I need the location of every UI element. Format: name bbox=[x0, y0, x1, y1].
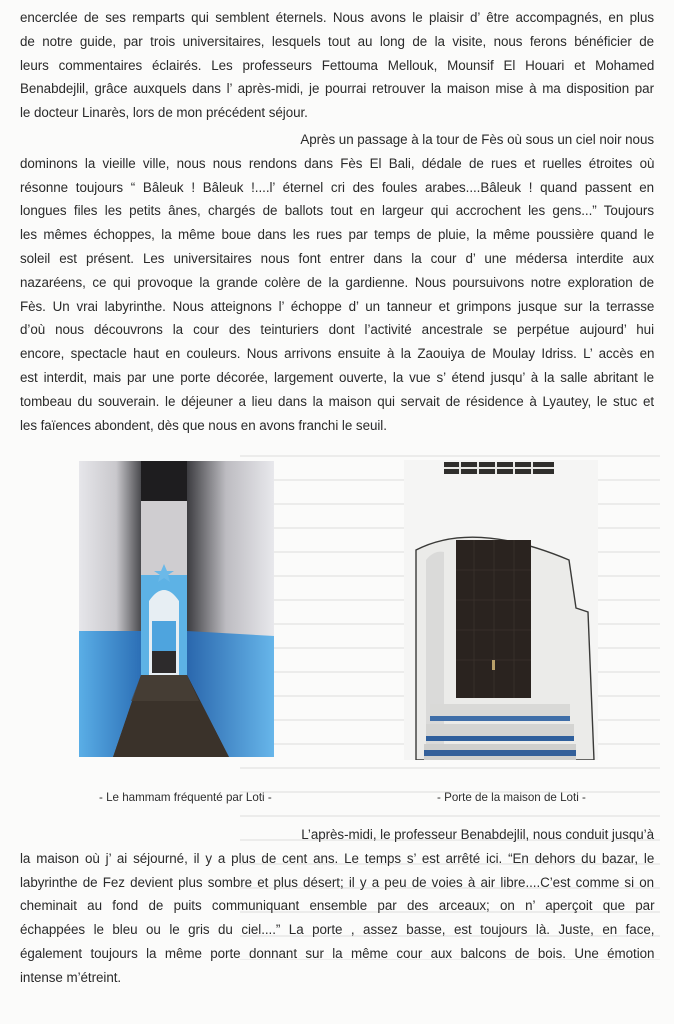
text-line: d’où nous découvrons la cour des teinturiers dont l’activité ancestrale se perpétue aujourd’ hui bbox=[20, 322, 654, 338]
text-line: longues files les petits ânes, chargés de ballots tout en largeur qui accrochent les gens...” Toujours bbox=[20, 203, 654, 219]
text-line: soleil est présent. Les universitaires nous font entrer dans la cour d’ une médersa interdite aux bbox=[20, 250, 654, 266]
paragraph-1 bbox=[20, 6, 654, 125]
text-line: Fès. Un vrai labyrinthe. Nous atteignons l’ échoppe d’ un tanneur et grimpons jusque sur la terrasse bbox=[20, 298, 655, 314]
paragraph-2 bbox=[20, 128, 654, 437]
text-line: est interdit, mais par une porte décorée, largement ouverte, la vue s’ étend jusqu’ à la salle abritant le bbox=[20, 369, 654, 385]
text-line: cheminait au fond de puits communiquant ensemble par des arceaux; on n’ aperçoit que par bbox=[20, 898, 655, 914]
text-line: encerclée de ses remparts qui semblent éternels. Nous avons le plaisir d’ être accompagnés, en plus bbox=[20, 10, 654, 25]
figure-caption: - Le hammam fréquenté par Loti - bbox=[99, 791, 272, 804]
text-line: également toujours la même porte donnant sur la même cour aux balcons de bois. Une émotion bbox=[20, 945, 655, 961]
text-line: dominons la vieille ville, nous nous rendons dans Fès El Bali, dédale de rues et ruelles étroites où bbox=[20, 155, 655, 171]
text-line: les mêmes échoppes, la même boue dans les rues par temps de pluie, la même poussière quand le bbox=[20, 227, 655, 243]
text-line: résonne toujours “ Bâleuk ! Bâleuk !....l’ éternel cri des foules arabes....Bâleuk ! quand passent en bbox=[20, 179, 654, 195]
text-line: intense m’étreint. bbox=[20, 969, 122, 985]
text-line: L’après-midi, le professeur Benabdejlil, nous conduit jusqu’à bbox=[301, 827, 654, 842]
text-line: de notre guide, par trois universitaires, lesquels tout au long de la visite, nous ferons bénéficier de bbox=[20, 33, 654, 49]
text-line: nazaréens, ce qui provoque la grande colère de la gardienne. Nous poursuivons notre exploration de bbox=[20, 274, 654, 290]
paragraph-3 bbox=[20, 823, 654, 990]
hammam-photo bbox=[79, 461, 274, 757]
text-line: échappées le bleu ou le gris du ciel....” La porte , assez basse, est toujours là. Juste, en face, bbox=[20, 922, 655, 938]
text-line: le docteur Linarès, lors de mon précédent séjour. bbox=[20, 105, 308, 121]
text-line: Après un passage à la tour de Fès où sous un ciel noir nous bbox=[300, 132, 654, 147]
text-line: les faïences abondent, dès que nous en avons franchi le seuil. bbox=[20, 417, 387, 433]
text-line: Benabdejlil, grâce auxquels dans l’ après-midi, je pourrai retrouver la maison mise à ma disposition par bbox=[20, 81, 654, 97]
text-line: tombeau du souverain. le déjeuner a lieu dans la maison qui servait de résidence à Lyautey, le stuc et bbox=[20, 393, 655, 409]
text-line: encore, spectacle haut en couleurs. Nous arrivons ensuite à la Zaouiya de Moulay Idriss. L’ accès en bbox=[20, 346, 655, 362]
text-line: labyrinthe de Fez devient plus sombre et plus désert; il y a peu de voies à air libre....C’est comme si on bbox=[20, 874, 654, 890]
door-photo bbox=[404, 460, 598, 760]
text-line: la maison où j’ ai séjourné, il y a plus de cent ans. Le temps s’ est arrêté ici. “En dehors du bazar, le bbox=[20, 850, 655, 866]
figure-caption: - Porte de la maison de Loti - bbox=[437, 791, 586, 804]
text-line: leurs commentaires éclairés. Les professeurs Fettouma Mellouk, Mounsif El Houari et Mohamed bbox=[20, 57, 655, 73]
